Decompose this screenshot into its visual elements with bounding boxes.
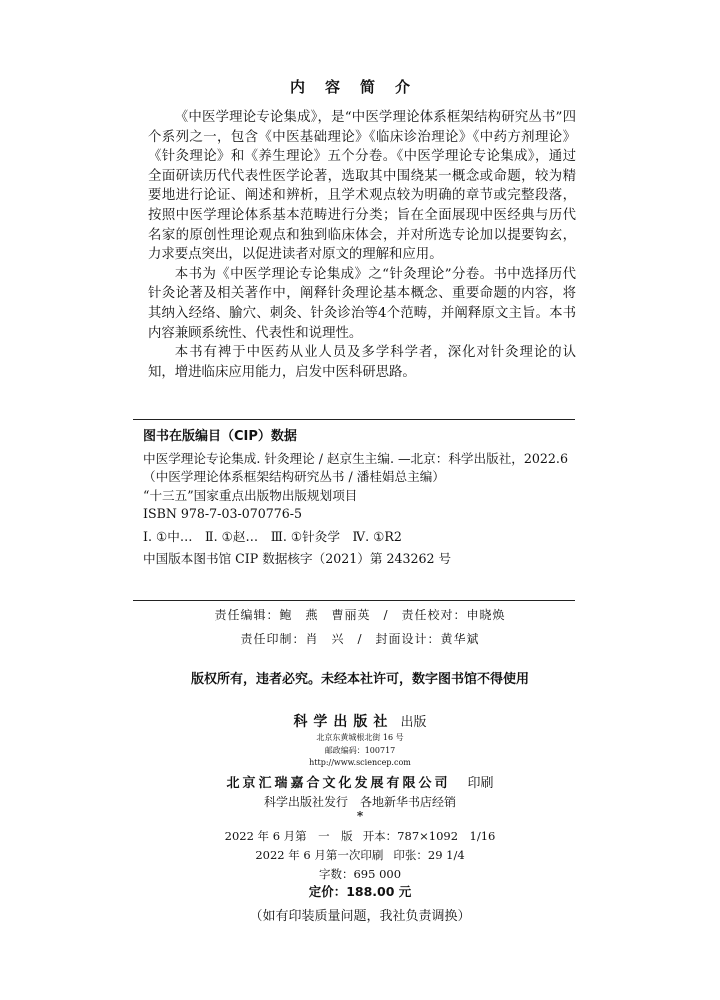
edition-specs (0, 828, 720, 844)
publisher-line (0, 711, 720, 731)
publisher-name: 科学出版社 (293, 714, 394, 730)
cip-record-line: 中国版本图书馆 CIP 数据核字（2021）第 243262 号 (143, 551, 452, 567)
printing-info: 2022 年 6 月第一次印刷 (255, 848, 384, 862)
cip-block (143, 425, 573, 568)
summary-paragraph-2: 本书为《中医学理论专论集成》之“针灸理论”分卷。书中选择历代针灸论著及相关著作中，阐释针灸理论基本概念、重要命题的内容，将其纳入经络、腧穴、刺灸、针灸诊治等4个范畴，并阐释原文主旨。本书内容兼顾系统性、代表性和说理性。 (148, 266, 576, 341)
publisher-address: 北京东黄城根北街 16 号 (316, 733, 404, 742)
quality-note: （如有印装质量问题，我社负责调换） (249, 909, 471, 924)
printer-name: 北京汇瑞嘉合文化发展有限公司 (226, 776, 451, 791)
summary-body (148, 108, 576, 382)
separator-star: * (356, 809, 364, 823)
printer-role: 印刷 (467, 776, 494, 791)
cip-top-rule (133, 419, 575, 420)
publisher-postcode: 邮政编码：100717 (324, 746, 396, 755)
copyright-notice: 版权所有，违者必究。未经本社许可，数字图书馆不得使用 (190, 672, 529, 687)
format-info: 开本：787×1092 1/16 (362, 829, 496, 843)
cip-series-line: （中医学理论体系框架结构研究丛书 / 潘桂娟总主编） (143, 469, 445, 485)
edition-info: 2022 年 6 月第 一 版 (224, 829, 353, 843)
cip-project-line: “十三五”国家重点出版物出版规划项目 (143, 487, 358, 503)
publisher-role: 出版 (400, 715, 427, 730)
printer-line (0, 772, 720, 791)
editor-credits: 责任编辑：鲍 燕 曹丽英 / 责任校对：申晓焕 (214, 608, 506, 622)
summary-title: 内容简介 (289, 78, 430, 96)
cip-isbn-line: ISBN 978-7-03-070776-5 (143, 506, 303, 522)
printing-specs (0, 847, 720, 863)
word-count: 字数：695 000 (318, 867, 402, 881)
distribution-line: 科学出版社发行 各地新华书店经销 (263, 795, 456, 809)
summary-paragraph-1: 《中医学理论专论集成》，是“中医学理论体系框架结构研究丛书”四个系列之一，包含《中医基础理论》《临床诊治理论》《中药方剂理论》《针灸理论》和《养生理论》五个分卷。《中医学理论专论集成》，通过全面研读历代代表性医学论著，选取其中围绕某一概念或命题，较为精要地进行论证、阐述和辨析，且学术观点较为明确的章节或完整段落，按照中医学理论体系基本范畴进行分类；旨在全面展现中医经典与历代名家的原创性理论观点和独到临床体会，并对所选专论加以提要钩玄，力求要点突出，以促进读者对原文的理解和应用。 (148, 110, 576, 263)
cip-title-line: 中医学理论专论集成. 针灸理论 / 赵京生主编. —北京：科学出版社，2022.6 (143, 451, 568, 466)
cip-heading: 图书在版编目（CIP）数据 (143, 429, 297, 444)
publisher-website: http://www.sciencep.com (309, 758, 411, 767)
price: 定价：188.00 元 (308, 884, 412, 899)
sheets-info: 印张：29 1/4 (393, 848, 465, 862)
production-credits: 责任印制：肖 兴 / 封面设计：黄华斌 (240, 632, 480, 646)
cip-classification-line: Ⅰ. ①中… Ⅱ. ①赵… Ⅲ. ①针灸学 Ⅳ. ①R2 (143, 528, 402, 544)
summary-paragraph-3: 本书有裨于中医药从业人员及多学科学者，深化对针灸理论的认知，增进临床应用能力，启发中医科研思路。 (148, 345, 576, 380)
cip-bottom-rule (133, 600, 575, 601)
